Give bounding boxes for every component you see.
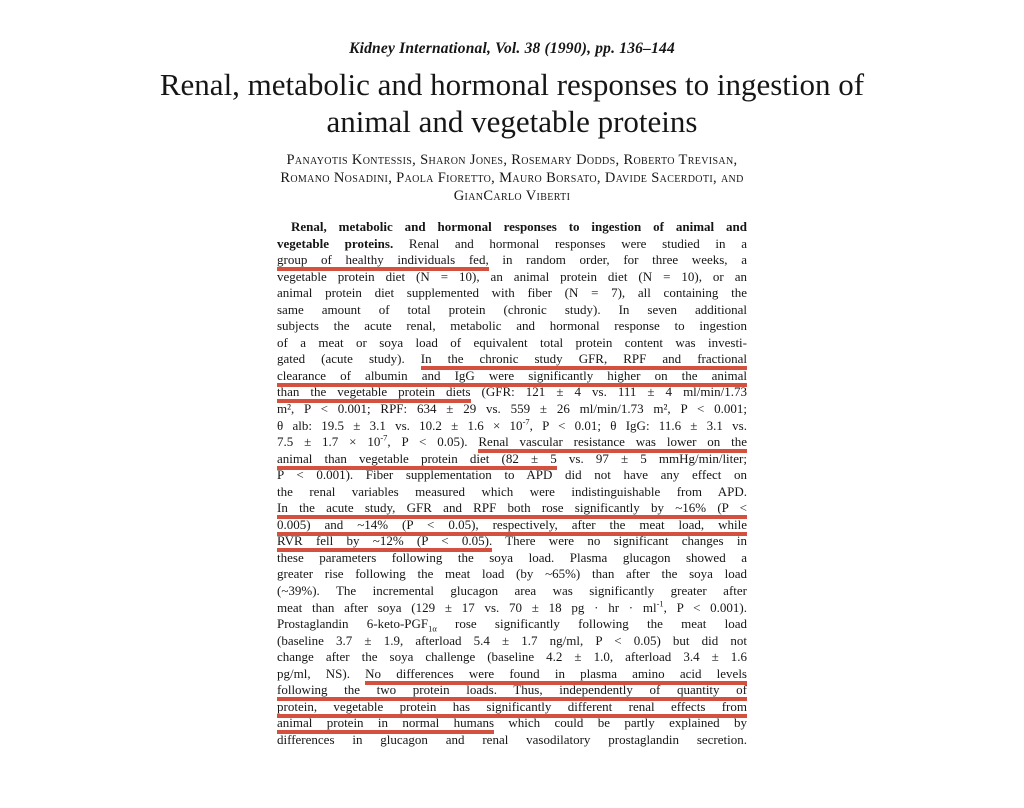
abstract-text-segment: greater rise following the meat load (by ~65%) than after the soya load <box>277 566 747 582</box>
journal-header: Kidney International, Vol. 38 (1990), pp. 136–144 <box>349 40 675 57</box>
abstract-text-segment: rose significantly following the meat load <box>436 616 747 632</box>
abstract-line <box>277 550 747 567</box>
abstract-text-segment: same amount of total protein (chronic study). In seven additional <box>277 301 747 317</box>
abstract-text-segment: gated (acute study). <box>277 351 421 367</box>
paper-page <box>0 40 1024 808</box>
abstract-line <box>277 633 747 650</box>
red-underline-annotation: group of healthy individuals fed, <box>277 252 489 271</box>
abstract-text-segment: subjects the acute renal, metabolic and hormonal response to ingestion <box>277 318 747 334</box>
abstract-line <box>277 682 747 699</box>
abstract-line <box>277 649 747 666</box>
abstract-line <box>277 335 747 352</box>
abstract-line <box>277 600 747 617</box>
abstract-line <box>277 699 747 716</box>
red-underline-annotation: RVR fell by ~12% (P < 0.05). <box>277 533 492 552</box>
abstract-line <box>277 318 747 335</box>
abstract-line <box>277 583 747 600</box>
red-underline-annotation: No differences were found in plasma amino acid levels <box>365 666 747 685</box>
abstract-line <box>277 666 747 683</box>
abstract-text-segment: in random order, for three weeks, a <box>488 252 747 268</box>
abstract-line <box>277 616 747 633</box>
red-underline-annotation: In the acute study, GFR and RPF both rose significantly by ~16% (P < <box>277 500 747 519</box>
paper-title <box>0 66 1024 140</box>
abstract-text-segment: 7.5 ± 1.7 × 10 <box>277 434 381 450</box>
red-underline-annotation: clearance of albumin and IgG were significantly higher on the animal <box>277 368 747 387</box>
abstract-text-segment: vegetable proteins. <box>277 235 394 251</box>
abstract-text-segment: Renal, metabolic and hormonal responses to ingestion of animal and <box>291 219 747 234</box>
authors-line-3: GianCarlo Viberti <box>453 188 571 204</box>
abstract-text-segment: vegetable protein diet (N = 10), an animal protein diet (N = 10), or an <box>277 268 747 284</box>
abstract-text-segment: of a meat or soya load of equivalent total protein content was investi- <box>277 334 747 350</box>
abstract-text-segment: pg/ml, NS). <box>277 665 366 681</box>
author-list <box>0 151 1024 205</box>
abstract-text-segment: There were no significant changes in <box>492 533 747 549</box>
abstract-line <box>277 732 747 749</box>
abstract-text-segment: Renal and hormonal responses were studied in a <box>393 235 747 251</box>
abstract-text-segment: , P < 0.05). <box>387 434 479 450</box>
abstract-text-segment: -1 <box>656 598 664 609</box>
title-line-2: animal and vegetable proteins <box>326 104 698 139</box>
abstract-text-segment: (~39%). The incremental glucagon area was significantly greater after <box>277 583 747 599</box>
abstract-text <box>277 219 747 749</box>
red-underline-annotation: following the two protein loads. Thus, independently of quantity of <box>277 682 747 701</box>
abstract-line <box>277 451 747 468</box>
abstract-text-segment: -7 <box>522 416 530 427</box>
abstract-line <box>277 467 747 484</box>
abstract-text-segment: animal protein diet supplemented with fiber (N = 7), all containing the <box>277 285 747 301</box>
red-underline-annotation: than the vegetable protein diets <box>277 384 471 403</box>
red-underline-annotation: In the chronic study GFR, RPF and fractional <box>421 351 747 370</box>
red-underline-annotation: animal protein in normal humans <box>277 715 494 734</box>
abstract-line <box>277 302 747 319</box>
abstract-line <box>277 401 747 418</box>
abstract-text-segment: θ alb: 19.5 ± 3.1 vs. 10.2 ± 1.6 × 10 <box>277 417 523 433</box>
abstract-line <box>277 219 747 236</box>
abstract-text-segment: (GFR: 121 ± 4 vs. 111 ± 4 ml/min/1.73 <box>470 384 747 400</box>
abstract-text-segment: which could be partly explained by <box>494 715 747 731</box>
abstract-line <box>277 285 747 302</box>
abstract-line <box>277 418 747 435</box>
abstract-text-segment: P < 0.001). Fiber supplementation to APD did not have any effect on <box>277 467 747 483</box>
abstract-line <box>277 533 747 550</box>
red-underline-annotation: animal than vegetable protein diet (82 ± 5 <box>277 451 557 470</box>
abstract-text-segment: -7 <box>380 432 388 443</box>
abstract-line <box>277 484 747 501</box>
abstract-line <box>277 384 747 401</box>
red-underline-annotation: 0.005) and ~14% (P < 0.05), respectively, after the meat load, while <box>277 517 747 536</box>
abstract-line <box>277 517 747 534</box>
abstract-text-segment: , P < 0.01; θ IgG: 11.6 ± 3.1 vs. <box>529 417 747 433</box>
abstract-text-segment: (baseline 3.7 ± 1.9, afterload 5.4 ± 1.7 ng/ml, P < 0.05) but did not <box>277 632 747 648</box>
authors-line-2: Romano Nosadini, Paola Fioretto, Mauro Borsato, Davide Sacerdoti, and <box>280 170 744 186</box>
abstract-line <box>277 368 747 385</box>
authors-line-1: Panayotis Kontessis, Sharon Jones, Rosemary Dodds, Roberto Trevisan, <box>286 152 738 168</box>
red-underline-annotation: Renal vascular resistance was lower on the <box>478 434 747 453</box>
abstract-line <box>277 715 747 732</box>
abstract-line <box>277 252 747 269</box>
abstract-text-segment: meat than after soya (129 ± 17 vs. 70 ± 18 pg · hr · ml <box>277 599 657 615</box>
red-underline-annotation: protein, vegetable protein has significantly different renal effects from <box>277 699 747 718</box>
abstract-text-segment: change after the soya challenge (baseline 4.2 ± 1.0, afterload 3.4 ± 1.6 <box>277 649 747 665</box>
abstract-text-segment: m², P < 0.001; RPF: 634 ± 29 vs. 559 ± 26 ml/min/1.73 m², P < 0.001; <box>277 401 747 417</box>
abstract-line <box>277 566 747 583</box>
abstract-line <box>277 236 747 253</box>
abstract-text-segment: vs. 97 ± 5 mmHg/min/liter; <box>556 450 747 466</box>
abstract-text-segment: , P < 0.001). <box>663 599 747 615</box>
abstract-line <box>277 434 747 451</box>
abstract-line <box>277 500 747 517</box>
abstract-text-segment: 1α <box>428 623 437 634</box>
title-line-1: Renal, metabolic and hormonal responses to ingestion of <box>159 67 865 102</box>
abstract-text-segment: differences in glucagon and renal vasodilatory prostaglandin secretion. <box>277 731 747 747</box>
abstract-text-segment: these parameters following the soya load. Plasma glucagon showed a <box>277 549 747 565</box>
abstract-text-segment: the renal variables measured which were indistinguishable from APD. <box>277 483 747 499</box>
abstract-line <box>277 269 747 286</box>
abstract-text-segment: Prostaglandin 6-keto-PGF <box>277 616 429 632</box>
abstract-line <box>277 351 747 368</box>
